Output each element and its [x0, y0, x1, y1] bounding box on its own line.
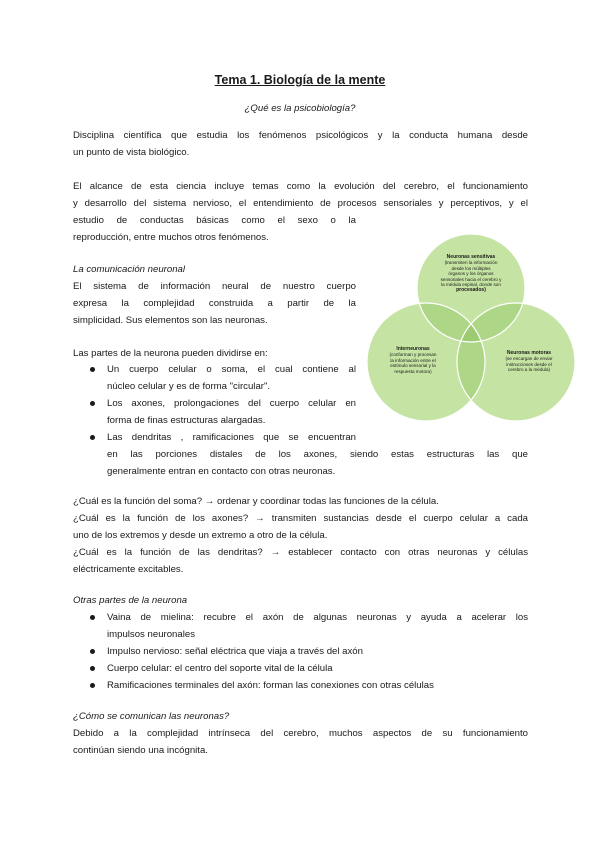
comunicacion-line-1: El sistema de información neural de nuestro cuerpo	[73, 281, 356, 292]
bullet-dot	[90, 649, 95, 654]
scope-line-2: y desarrollo del sistema nervioso, el entendimiento de procesos sensoriales y perceptivos, y el	[73, 198, 528, 209]
pregunta-axones-line-1: ¿Cuál es la función de los axones? → transmiten sustancias desde el cuerpo celular a cada	[73, 513, 528, 524]
comunican-line-2: continúan siendo una incógnita.	[73, 745, 208, 756]
pregunta-axones-line-2: uno de los extremos y desde un extremo a otro de la célula.	[73, 530, 328, 541]
comunican-line-1: Debido a la complejidad intrínseca del cerebro, muchos aspectos de su funcionamiento	[73, 728, 528, 739]
section-subtitle-psicobiologia: ¿Qué es la psicobiología?	[244, 103, 356, 114]
otras-bullet-1-line-2: impulsos neuronales	[107, 629, 195, 640]
partes-bullet-2-line-1: Los axones, prolongaciones del cuerpo celular en	[107, 398, 356, 409]
venn-label-sensitivas: Neuronas sensitivas (transmiten la información desde los múltiples órganos y los órganos sensoriales hacia el cerebro y la médula espinal, donde son procesados)	[440, 254, 502, 294]
bullet-dot	[90, 435, 95, 440]
heading-comunicacion-neuronal: La comunicación neuronal	[73, 264, 186, 275]
bullet-dot	[90, 367, 95, 372]
partes-bullet-3-line-3: generalmente entran en contacto con otras neuronas.	[107, 466, 336, 477]
comunicacion-line-3: simplicidad. Sus elementos son las neuronas.	[73, 315, 268, 326]
otras-bullet-1-line-1: Vaina de mielina: recubre el axón de algunas neuronas y ayuda a acelerar los	[107, 612, 528, 623]
intro-line-2: un punto de vista biológico.	[73, 147, 190, 158]
comunicacion-line-2: expresa la complejidad construida a partir de la	[73, 298, 356, 309]
pregunta-soma: ¿Cuál es la función del soma? → ordenar y coordinar todas las funciones de la célula.	[73, 496, 439, 507]
partes-intro: Las partes de la neurona pueden dividirse en:	[73, 348, 268, 359]
otras-bullet-4: Ramificaciones terminales del axón: forman las conexiones con otras células	[107, 680, 434, 691]
partes-bullet-3-line-1: Las dendritas , ramificaciones que se encuentran	[107, 432, 356, 443]
pregunta-dendritas-line-1: ¿Cuál es la función de las dendritas? → establecer contacto con otras neuronas y células	[73, 547, 528, 558]
otras-bullet-3: Cuerpo celular: el centro del soporte vital de la célula	[107, 663, 333, 674]
page-title: Tema 1. Biología de la mente	[214, 73, 386, 87]
heading-como-se-comunican: ¿Cómo se comunican las neuronas?	[73, 711, 230, 722]
scope-line-1: El alcance de esta ciencia incluye temas como la evolución del cerebro, el funcionamiento	[73, 181, 528, 192]
intro-line-1: Disciplina científica que estudia los fenómenos psicológicos y la conducta humana desde	[73, 130, 528, 141]
heading-otras-partes: Otras partes de la neurona	[73, 595, 188, 606]
bullet-dot	[90, 615, 95, 620]
otras-bullet-2: Impulso nervioso: señal eléctrica que viaja a través del axón	[107, 646, 363, 657]
venn-label-motoras: Neuronas motoras (se encargan de enviar instrucciones desde el cerebro a la médula)	[505, 350, 553, 373]
bullet-dot	[90, 683, 95, 688]
partes-bullet-1-line-2: núcleo celular y es de forma "circular".	[107, 381, 271, 392]
partes-bullet-2-line-2: forma de finas estructuras alargadas.	[107, 415, 266, 426]
neuron-types-venn-diagram	[367, 234, 575, 424]
partes-bullet-1-line-1: Un cuerpo celular o soma, el cual contiene al	[107, 364, 356, 375]
venn-label-interneuronas: Interneuronas (conforman y procesan la información entre el estímulo sensorial y la respuesta motora)	[389, 346, 437, 374]
bullet-dot	[90, 666, 95, 671]
pregunta-dendritas-line-2: eléctricamente excitables.	[73, 564, 184, 575]
scope-line-4: reproducción, entre muchos otros fenómenos.	[73, 232, 269, 243]
bullet-dot	[90, 401, 95, 406]
partes-bullet-3-line-2: en las porciones distales de los axones, siendo estas estructuras las que	[107, 449, 528, 460]
scope-line-3: estudio de conductas básicas como el sexo o la	[73, 215, 356, 226]
